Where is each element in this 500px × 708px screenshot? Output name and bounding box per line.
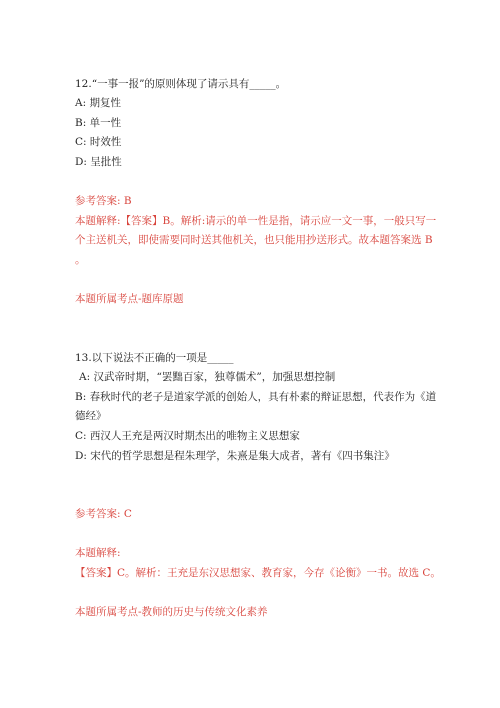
question-13-option-b-continued: 德经》	[75, 410, 107, 422]
question-13-answer: 参考答案: C	[75, 508, 132, 520]
question-12-explanation-line-1: 本题解释:【答案】B。解析:请示的单一性是指，请示应一文一事，一般只写一	[75, 215, 437, 227]
question-13-option-a: A: 汉武帝时期，“罢黜百家，独尊儒术”，加强思想控制	[79, 371, 336, 383]
question-12-explanation-line-3: 。	[75, 254, 86, 266]
question-12-stem: 12.“一事一报”的原则体现了请示具有_____。	[75, 78, 287, 90]
question-13-topic: 本题所属考点-教师的历史与传统文化素养	[75, 606, 268, 618]
question-13-explanation-title: 本题解释:	[75, 547, 121, 559]
question-13-option-d: D: 宋代的哲学思想是程朱理学，朱熹是集大成者，著有《四书集注》	[75, 450, 395, 462]
question-12-topic: 本题所属考点-题库原题	[75, 293, 184, 305]
question-12-explanation-line-2: 个主送机关，即使需要同时送其他机关，也只能用抄送形式。故本题答案选 B	[75, 234, 433, 246]
question-13-option-b: B: 春秋时代的老子是道家学派的创始人，具有朴素的辩证思想，代表作为《道	[75, 391, 437, 403]
question-12-option-d: D: 呈批性	[75, 156, 122, 168]
question-12-answer: 参考答案: B	[75, 195, 132, 207]
question-13-option-c: C: 西汉人王充是两汉时期杰出的唯物主义思想家	[75, 430, 300, 442]
question-13-explanation-line-1: 【答案】C。解析：王充是东汉思想家、教育家，今存《论衡》一书。故选 C。	[75, 567, 441, 579]
question-12-option-b: B: 单一性	[75, 117, 122, 129]
question-12-option-c: C: 时效性	[75, 136, 122, 148]
question-12-option-a: A: 期复性	[75, 97, 121, 109]
question-13-stem: 13.以下说法不正确的一项是_____	[75, 352, 234, 364]
